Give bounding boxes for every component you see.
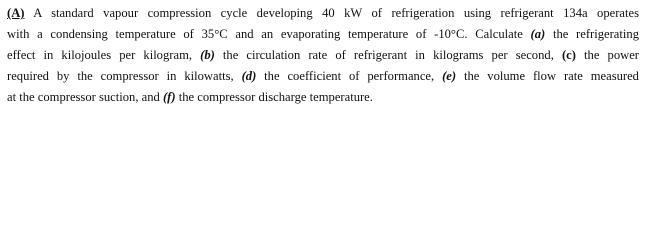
line-5-head: at the compressor suction, and <box>7 90 163 104</box>
problem-paragraph <box>7 3 639 108</box>
line-1-text: A standard vapour compression cycle developing 40 kW of refrigeration using refrigerant 134a operates <box>24 6 639 20</box>
line-4 <box>7 66 639 87</box>
line-3-mid: the circulation rate of refrigerant in kilograms per second, <box>214 48 562 62</box>
line-4-tail: the volume flow rate measured <box>456 69 639 83</box>
line-3 <box>7 45 639 66</box>
part-e-label: (e) <box>442 69 457 83</box>
line-4-mid: the coefficient of performance, <box>256 69 443 83</box>
line-2 <box>7 24 639 45</box>
part-c-label: (c) <box>561 48 576 62</box>
line-2-text: with a condensing temperature of 35°C and an evaporating temperature of -10°C. Calculate <box>7 27 531 41</box>
line-5-tail: the compressor discharge temperature. <box>175 90 373 104</box>
part-a-label: (a) <box>530 27 546 41</box>
line-5 <box>7 87 639 108</box>
line-3-tail: the power <box>575 48 640 62</box>
line-2-tail: the refrigerating <box>545 27 639 41</box>
part-f-label: (f) <box>162 90 176 104</box>
line-1 <box>7 3 639 24</box>
part-b-label: (b) <box>200 48 215 62</box>
line-4-head: required by the compressor in kilowatts, <box>7 69 242 83</box>
line-3-head: effect in kilojoules per kilogram, <box>7 48 201 62</box>
part-d-label: (d) <box>241 69 257 83</box>
problem-label: (A) <box>7 6 25 20</box>
